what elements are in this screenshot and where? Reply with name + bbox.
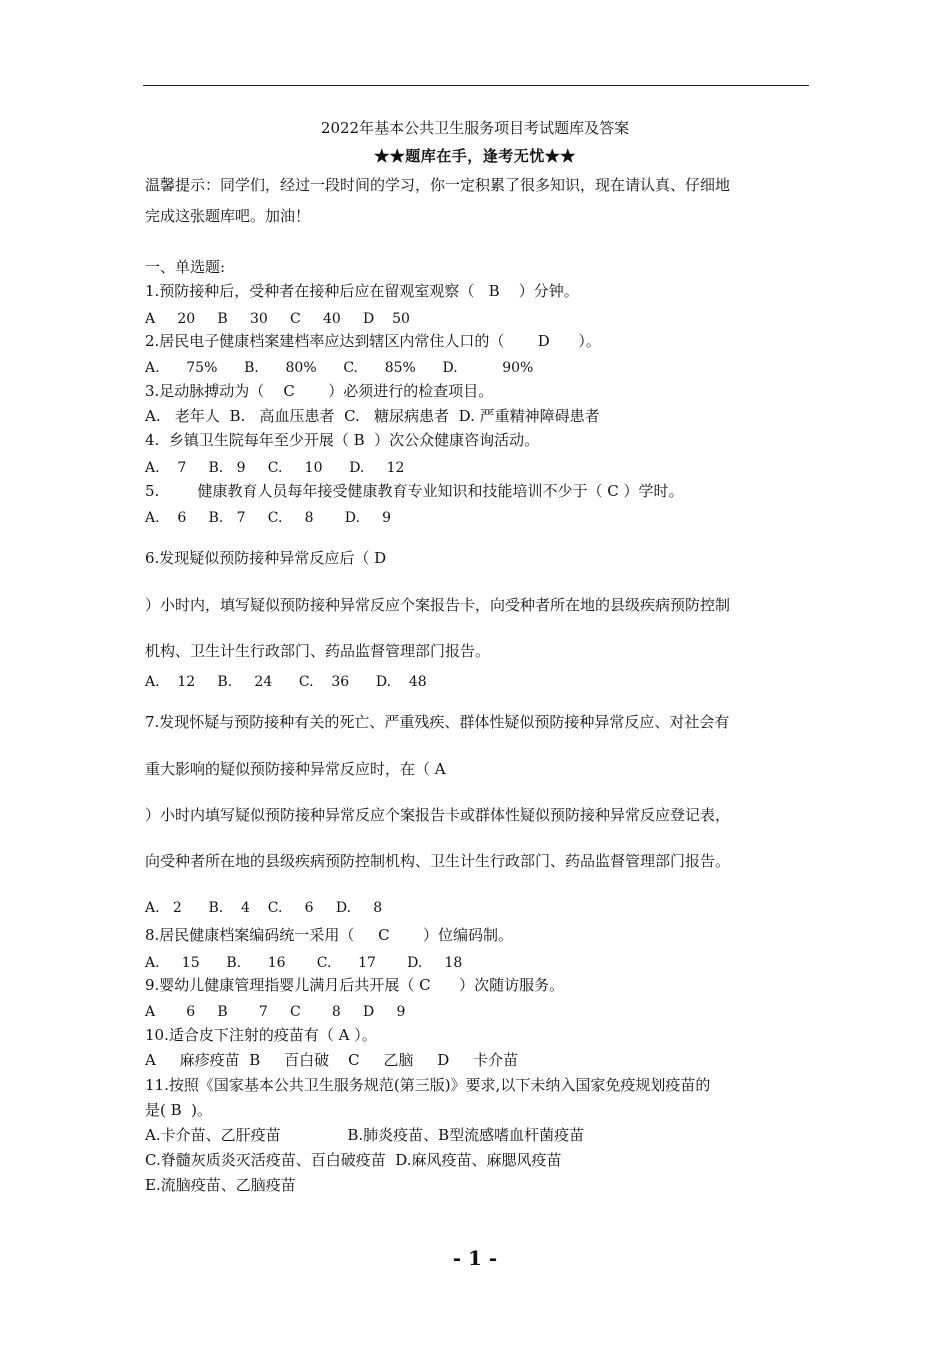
question-6-options: A. 12 B. 24 C. 36 D. 48 <box>145 674 427 690</box>
question-7-line-1: 7.发现怀疑与预防接种有关的死亡、严重残疾、群体性疑似预防接种异常反应、对社会有 <box>145 713 730 731</box>
document-title: 2022年基本公共卫生服务项目考试题库及答案 <box>320 119 630 137</box>
question-6-line-3: 机构、卫生计生行政部门、药品监督管理部门报告。 <box>145 642 491 660</box>
question-5-options: A. 6 B. 7 C. 8 D. 9 <box>145 510 392 526</box>
question-4-options: A. 7 B. 9 C. 10 D. 12 <box>145 460 405 476</box>
question-6-line-1: 6.发现疑似预防接种异常反应后（ D <box>145 549 387 567</box>
question-8: 8.居民健康档案编码统一采用（ C ）位编码制。 <box>145 926 514 944</box>
section-heading: 一、单选题: <box>145 258 226 276</box>
question-1-options: A 20 B 30 C 40 D 50 <box>145 311 410 327</box>
question-10: 10.适合皮下注射的疫苗有（ A ）。 <box>145 1026 377 1044</box>
question-7-line-4: 向受种者所在地的县级疾病预防控制机构、卫生计生行政部门、药品监督管理部门报告。 <box>145 852 731 870</box>
question-8-options: A. 15 B. 16 C. 17 D. 18 <box>145 955 463 971</box>
question-3: 3.足动脉搏动为（ C ）必须进行的检查项目。 <box>145 382 494 400</box>
question-6-line-2: ）小时内，填写疑似预防接种异常反应个案报告卡，向受种者所在地的县级疾病预防控制 <box>145 596 731 614</box>
tip-line-2: 完成这张题库吧。加油！ <box>145 207 311 225</box>
question-9-options: A 6 B 7 C 8 D 9 <box>145 1004 406 1020</box>
question-11-line-1: 11.按照《国家基本公共卫生服务规范(第三版)》要求,以下未纳入国家免疫规划疫苗的 <box>145 1076 711 1094</box>
question-5: 5. 健康教育人员每年接受健康教育专业知识和技能培训不少于（ C ）学时。 <box>145 482 684 500</box>
document-subtitle: ★★题库在手，逢考无忧★★ <box>374 147 576 165</box>
question-2-options: A. 75% B. 80% C. 85% D. 90% <box>145 360 534 376</box>
question-3-options: A. 老年人 B. 高血压患者 C. 糖尿病患者 D. 严重精神障碍患者 <box>145 407 600 425</box>
question-9: 9.婴幼儿健康管理指婴儿满月后共开展（ C ）次随访服务。 <box>145 976 565 994</box>
question-7-line-2: 重大影响的疑似预防接种异常反应时，在（ A <box>145 760 446 778</box>
question-4: 4. 乡镇卫生院每年至少开展（ B ）次公众健康咨询活动。 <box>145 431 540 449</box>
question-7-options: A. 2 B. 4 C. 6 D. 8 <box>145 900 383 916</box>
tip-line-1: 温馨提示：同学们，经过一段时间的学习，你一定积累了很多知识，现在请认真、仔细地 <box>145 176 731 194</box>
question-11-option-ab: A.卡介苗、乙肝疫苗 B.肺炎疫苗、B型流感嗜血杆菌疫苗 <box>145 1126 585 1144</box>
question-11-option-cd: C.脊髓灰质炎灭活疫苗、百白破疫苗 D.麻风疫苗、麻腮风疫苗 <box>145 1151 562 1169</box>
question-7-line-3: ）小时内填写疑似预防接种异常反应个案报告卡或群体性疑似预防接种异常反应登记表， <box>145 806 731 824</box>
question-2: 2.居民电子健康档案建档率应达到辖区内常住人口的（ D ）。 <box>145 332 601 350</box>
page-number: - 1 - <box>452 1246 498 1270</box>
question-11-line-2: 是( B )。 <box>145 1101 213 1119</box>
question-1: 1.预防接种后，受种者在接种后应在留观室观察（ B ）分钟。 <box>145 282 579 300</box>
header-rule <box>143 85 809 86</box>
question-10-options: A 麻疹疫苗 B 百白破 C 乙脑 D 卡介苗 <box>145 1051 519 1069</box>
question-11-option-e: E.流脑疫苗、乙脑疫苗 <box>145 1176 296 1194</box>
